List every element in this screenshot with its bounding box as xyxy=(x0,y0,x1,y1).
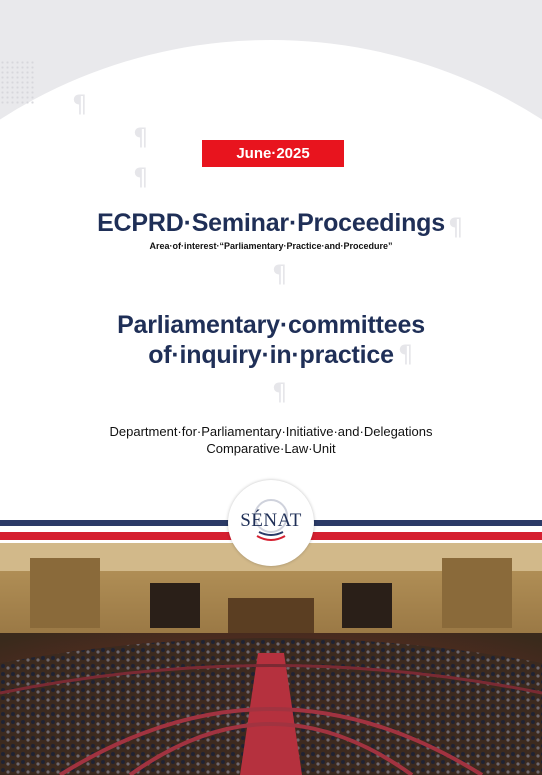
pilcrow-mark: ¶ xyxy=(272,260,288,288)
pilcrow-mark: ¶ xyxy=(398,340,414,368)
senate-chamber-photo xyxy=(0,543,542,775)
unit-line: Comparative·Law·Unit xyxy=(206,441,336,456)
dot-pattern xyxy=(0,60,36,106)
pilcrow-mark: ¶ xyxy=(272,378,288,406)
pilcrow-mark: ¶ xyxy=(133,163,149,191)
senat-logo xyxy=(228,480,314,566)
area-of-interest: Area·of·interest·“Parliamentary·Practice·and·Procedure” xyxy=(149,241,393,251)
proceedings-title: ECPRD·Seminar·Proceedings xyxy=(97,209,445,237)
logo-wordmark: SÉNAT xyxy=(240,510,302,531)
department-line: Department·for·Parliamentary·Initiative·and·Delegations xyxy=(109,424,433,439)
pilcrow-mark: ¶ xyxy=(133,123,149,151)
pilcrow-mark: ¶ xyxy=(448,213,464,241)
main-title-line-2: of·inquiry·in·practice xyxy=(148,341,394,369)
main-title-line-1: Parliamentary·committees xyxy=(117,311,425,339)
pilcrow-mark: ¶ xyxy=(72,90,88,118)
date-badge: June·2025 xyxy=(202,140,344,167)
